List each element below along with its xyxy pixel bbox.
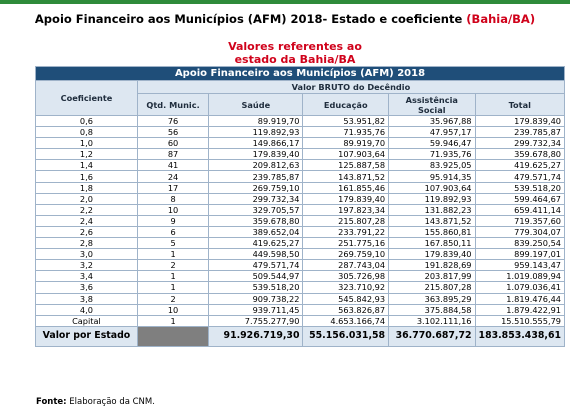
row-coeficiente: 3,8: [36, 293, 138, 304]
row-total: 1.819.476,44: [475, 293, 564, 304]
row-educacao: 107.903,64: [303, 149, 389, 160]
row-qtd-munic: 56: [137, 127, 208, 138]
row-educacao: 197.823,34: [303, 204, 389, 215]
row-saude: 359.678,80: [209, 215, 303, 226]
col-valor-bruto-header: Valor BRUTO do Decêndio: [137, 81, 564, 94]
row-coeficiente: 2,4: [36, 215, 138, 226]
table-row: [36, 149, 565, 160]
row-saude: 119.892,93: [209, 127, 303, 138]
row-assistencia: 59.946,47: [389, 138, 475, 149]
page-title: [0, 12, 570, 26]
row-saude: 89.919,70: [209, 116, 303, 127]
row-educacao: 305.726,98: [303, 271, 389, 282]
row-qtd-munic: 6: [137, 226, 208, 237]
row-total: 599.464,67: [475, 193, 564, 204]
row-assistencia: 131.882,23: [389, 204, 475, 215]
row-qtd-munic: 10: [137, 304, 208, 315]
row-assistencia: 167.850,11: [389, 238, 475, 249]
row-qtd-munic: 1: [137, 282, 208, 293]
row-total: 299.732,34: [475, 138, 564, 149]
table-title: Apoio Financeiro aos Municípios (AFM) 2018: [36, 67, 565, 81]
col-coeficiente-header: Coeficiente: [36, 81, 138, 116]
row-total: 959.143,47: [475, 260, 564, 271]
row-educacao: 4.653.166,74: [303, 315, 389, 326]
row-educacao: 563.826,87: [303, 304, 389, 315]
row-total: 1.879.422,91: [475, 304, 564, 315]
row-coeficiente: 1,0: [36, 138, 138, 149]
row-coeficiente: 0,6: [36, 116, 138, 127]
row-total: 479.571,74: [475, 171, 564, 182]
row-saude: 909.738,22: [209, 293, 303, 304]
row-saude: 7.755.277,90: [209, 315, 303, 326]
row-qtd-munic: 2: [137, 260, 208, 271]
table-row: [36, 315, 565, 326]
table-row: [36, 160, 565, 171]
row-total: 839.250,54: [475, 238, 564, 249]
total-saude: 91.926.719,30: [209, 326, 303, 346]
row-total: 419.625,27: [475, 160, 564, 171]
row-educacao: 143.871,52: [303, 171, 389, 182]
row-coeficiente: 3,2: [36, 260, 138, 271]
table-row: [36, 282, 565, 293]
row-qtd-munic: 1: [137, 315, 208, 326]
row-coeficiente: 1,4: [36, 160, 138, 171]
row-assistencia: 143.871,52: [389, 215, 475, 226]
row-qtd-munic: 17: [137, 182, 208, 193]
source-text: Elaboração da CNM.: [66, 397, 155, 407]
row-coeficiente: 3,4: [36, 271, 138, 282]
table-row: [36, 260, 565, 271]
row-saude: 179.839,40: [209, 149, 303, 160]
row-saude: 389.652,04: [209, 226, 303, 237]
row-saude: 209.812,63: [209, 160, 303, 171]
table-row: [36, 204, 565, 215]
row-saude: 539.518,20: [209, 282, 303, 293]
row-total: 899.197,01: [475, 249, 564, 260]
row-total: 539.518,20: [475, 182, 564, 193]
row-total: 659.411,14: [475, 204, 564, 215]
row-total: 359.678,80: [475, 149, 564, 160]
table-row: [36, 116, 565, 127]
row-assistencia: 47.957,17: [389, 127, 475, 138]
row-coeficiente: 2,2: [36, 204, 138, 215]
row-coeficiente: Capital: [36, 315, 138, 326]
row-qtd-munic: 8: [137, 193, 208, 204]
row-coeficiente: 3,0: [36, 249, 138, 260]
table-row: [36, 193, 565, 204]
table-row: [36, 304, 565, 315]
table-row: [36, 271, 565, 282]
row-assistencia: 363.895,29: [389, 293, 475, 304]
row-assistencia: 95.914,35: [389, 171, 475, 182]
row-assistencia: 155.860,81: [389, 226, 475, 237]
row-qtd-munic: 2: [137, 293, 208, 304]
row-coeficiente: 0,8: [36, 127, 138, 138]
source-note: [36, 397, 155, 407]
row-total: 1.019.089,94: [475, 271, 564, 282]
row-saude: 149.866,17: [209, 138, 303, 149]
total-row-label: Valor por Estado: [36, 326, 138, 346]
row-educacao: 269.759,10: [303, 249, 389, 260]
row-assistencia: 203.817,99: [389, 271, 475, 282]
page-subtitle: Valores referentes ao estado da Bahia/BA: [228, 40, 362, 66]
page-title-highlight: (Bahia/BA): [466, 12, 536, 26]
row-qtd-munic: 1: [137, 271, 208, 282]
total-assistencia: 36.770.687,72: [389, 326, 475, 346]
table-row: [36, 171, 565, 182]
row-saude: 479.571,74: [209, 260, 303, 271]
row-coeficiente: 1,6: [36, 171, 138, 182]
table-row: [36, 215, 565, 226]
table-row: [36, 249, 565, 260]
row-assistencia: 215.807,28: [389, 282, 475, 293]
row-assistencia: 3.102.111,16: [389, 315, 475, 326]
col-qtd-header: Qtd. Munic.: [137, 94, 208, 116]
row-educacao: 53.951,82: [303, 116, 389, 127]
total-educacao: 55.156.031,58: [303, 326, 389, 346]
row-educacao: 545.842,93: [303, 293, 389, 304]
row-qtd-munic: 10: [137, 204, 208, 215]
row-total: 719.357,60: [475, 215, 564, 226]
row-assistencia: 107.903,64: [389, 182, 475, 193]
col-assistencia-header: Assistência Social: [389, 94, 475, 116]
row-educacao: 251.775,16: [303, 238, 389, 249]
table-row: [36, 238, 565, 249]
row-saude: 509.544,97: [209, 271, 303, 282]
row-assistencia: 35.967,88: [389, 116, 475, 127]
table-body: [36, 116, 565, 327]
source-label: Fonte:: [36, 397, 67, 407]
page-title-main: Apoio Financeiro aos Municípios (AFM) 2018- Estado e coeficiente: [34, 12, 467, 26]
table-row: [36, 127, 565, 138]
row-educacao: 215.807,28: [303, 215, 389, 226]
row-coeficiente: 2,6: [36, 226, 138, 237]
row-educacao: 233.791,22: [303, 226, 389, 237]
row-saude: 419.625,27: [209, 238, 303, 249]
row-coeficiente: 4,0: [36, 304, 138, 315]
row-qtd-munic: 60: [137, 138, 208, 149]
row-total: 239.785,87: [475, 127, 564, 138]
row-coeficiente: 3,6: [36, 282, 138, 293]
row-coeficiente: 2,0: [36, 193, 138, 204]
row-total: 1.079.036,41: [475, 282, 564, 293]
row-educacao: 89.919,70: [303, 138, 389, 149]
row-educacao: 71.935,76: [303, 127, 389, 138]
row-educacao: 125.887,58: [303, 160, 389, 171]
row-coeficiente: 1,2: [36, 149, 138, 160]
table-row: [36, 226, 565, 237]
row-assistencia: 375.884,58: [389, 304, 475, 315]
total-row: [36, 326, 565, 346]
row-saude: 329.705,57: [209, 204, 303, 215]
col-educacao-header: Educação: [303, 94, 389, 116]
row-educacao: 287.743,04: [303, 260, 389, 271]
row-qtd-munic: 5: [137, 238, 208, 249]
top-green-bar: [0, 0, 570, 4]
row-saude: 449.598,50: [209, 249, 303, 260]
row-qtd-munic: 24: [137, 171, 208, 182]
row-total: 779.304,07: [475, 226, 564, 237]
row-qtd-munic: 76: [137, 116, 208, 127]
row-qtd-munic: 87: [137, 149, 208, 160]
row-assistencia: 83.925,05: [389, 160, 475, 171]
row-total: 179.839,40: [475, 116, 564, 127]
row-assistencia: 71.935,76: [389, 149, 475, 160]
row-assistencia: 119.892,93: [389, 193, 475, 204]
table-row: [36, 182, 565, 193]
row-saude: 299.732,34: [209, 193, 303, 204]
total-total: 183.853.438,61: [475, 326, 564, 346]
row-educacao: 179.839,40: [303, 193, 389, 204]
col-total-header: Total: [475, 94, 564, 116]
afm-table: [35, 66, 565, 347]
row-educacao: 161.855,46: [303, 182, 389, 193]
row-saude: 939.711,45: [209, 304, 303, 315]
table-row: [36, 293, 565, 304]
col-saude-header: Saúde: [209, 94, 303, 116]
row-qtd-munic: 9: [137, 215, 208, 226]
row-total: 15.510.555,79: [475, 315, 564, 326]
row-saude: 239.785,87: [209, 171, 303, 182]
row-coeficiente: 2,8: [36, 238, 138, 249]
row-saude: 269.759,10: [209, 182, 303, 193]
row-assistencia: 179.839,40: [389, 249, 475, 260]
row-educacao: 323.710,92: [303, 282, 389, 293]
row-qtd-munic: 1: [137, 249, 208, 260]
row-assistencia: 191.828,69: [389, 260, 475, 271]
total-row-gray-cell: [137, 326, 208, 346]
table-row: [36, 138, 565, 149]
row-coeficiente: 1,8: [36, 182, 138, 193]
row-qtd-munic: 41: [137, 160, 208, 171]
